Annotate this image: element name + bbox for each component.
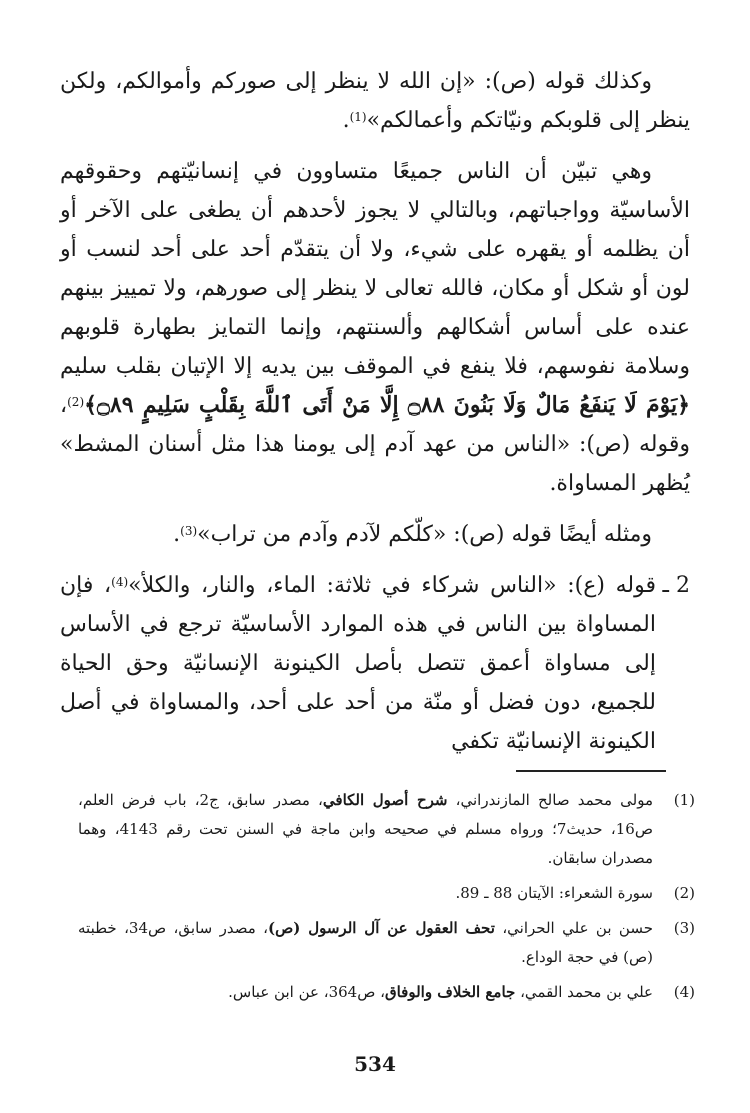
footnote-author: حسن بن علي الحراني، xyxy=(494,919,654,937)
item-2-text: ، فإن المساواة بين الناس في هذه الموارد الأساسيّة ترجع في الأساس إلى مساواة أعمق تتصل بأصل الكينونة الإنسانيّة وحق الحياة للجميع، دون فضل أو منّة من أحد على أحد، والمساواة في أصل الكينونة الإنسانيّة تكفي xyxy=(60,573,656,754)
footnote-ref-2: (2) xyxy=(67,395,85,409)
paragraph-2 xyxy=(60,152,690,503)
paragraph-1-text: وكذلك قوله (ص): «إن الله لا ينظر إلى صوركم وأموالكم، ولكن ينظر إلى قلوبكم ونيّاتكم وأعمالكم» xyxy=(60,69,690,133)
paragraph-3-text: ومثله أيضًا قوله (ص): «كلّكم لآدم وآدم من تراب» xyxy=(197,522,652,547)
footnote-book-title: جامع الخلاف والوفاق xyxy=(384,983,516,1001)
paragraph-1-tail: . xyxy=(342,108,350,133)
paragraph-1 xyxy=(60,62,690,140)
footnote-2 xyxy=(78,879,695,908)
footnote-source: سورة الشعراء: الآيتان 88 ـ 89. xyxy=(455,884,653,902)
footnote-number: (1) xyxy=(673,791,695,809)
footnote-author: علي بن محمد القمي، xyxy=(515,983,653,1001)
footnote-number: (4) xyxy=(673,983,695,1001)
footnote-text xyxy=(78,879,653,908)
footnote-4 xyxy=(78,978,695,1007)
footnote-details: ، مصدر سابق، ص34، خطبته (ص) في حجة الوداع. xyxy=(78,919,653,966)
footnote-text xyxy=(78,786,653,873)
footnote-ref-1: (1) xyxy=(349,110,367,124)
page-number: 534 xyxy=(354,1052,396,1076)
footnotes xyxy=(78,786,695,1013)
numbered-item-2 xyxy=(60,566,690,761)
footnote-details: ، مصدر سابق، ج2، باب فرض العلم، ص16، حديث7؛ ورواه مسلم في صحيحه وابن ماجة في السنن تحت رقم 4143، وهما مصدران سابقان. xyxy=(78,791,653,867)
quran-verse: ﴿يَوْمَ لَا يَنفَعُ مَالٌ وَلَا بَنُونَ ۝٨٨ إِلَّا مَنْ أَتَى ٱللَّهَ بِقَلْبٍ سَلِيمٍ ۝٨٩﴾ xyxy=(84,392,691,418)
item-number: 2 ـ xyxy=(662,573,690,598)
footnote-ref-4: (4) xyxy=(111,575,129,589)
footnote-text xyxy=(78,978,653,1007)
footnote-number: (2) xyxy=(673,884,695,902)
footnote-book-title: تحف العقول عن آل الرسول (ص) xyxy=(268,919,495,937)
footnote-1 xyxy=(78,786,695,873)
footnote-divider xyxy=(516,770,666,772)
item-2-quote: قوله (ع): «الناس شركاء في ثلاثة: الماء، والنار، والكلأ» xyxy=(128,573,656,598)
footnote-number: (3) xyxy=(673,919,695,937)
footnote-text xyxy=(78,914,653,972)
main-text xyxy=(60,62,690,761)
paragraph-2-continuation: ، وقوله (ص): «الناس من عهد آدم إلى يومنا هذا مثل أسنان المشط» يُظهر المساواة. xyxy=(60,393,690,496)
footnote-book-title: شرح أصول الكافي xyxy=(322,791,448,809)
paragraph-3-tail: . xyxy=(173,522,181,547)
footnote-ref-3: (3) xyxy=(180,524,198,538)
footnote-details: ، ص364، عن ابن عباس. xyxy=(228,983,385,1001)
footnote-author: مولى محمد صالح المازندراني، xyxy=(447,791,653,809)
paragraph-3 xyxy=(60,515,690,554)
paragraph-2-text: وهي تبيّن أن الناس جميعًا متساوون في إنسانيّتهم وحقوقهم الأساسيّة وواجباتهم، وبالتالي لا يجوز لأحدهم أن يطغى على الآخر أو أن يظلمه أو يقهره على شيء، ولا أن يتقدّم أحد على أحد لنسب أو لون أو شكل أو مكان، فالله تعالى لا ينظر إلى صورهم، ولا تمييز بينهم عنده على أساس أشكالهم وألسنتهم، وإنما التمايز بطهارة قلوبهم وسلامة نفوسهم، فلا ينفع في الموقف بين يديه إلا الإتيان بقلب سليم xyxy=(60,159,690,379)
footnote-3 xyxy=(78,914,695,972)
numbered-item-body xyxy=(60,566,656,761)
